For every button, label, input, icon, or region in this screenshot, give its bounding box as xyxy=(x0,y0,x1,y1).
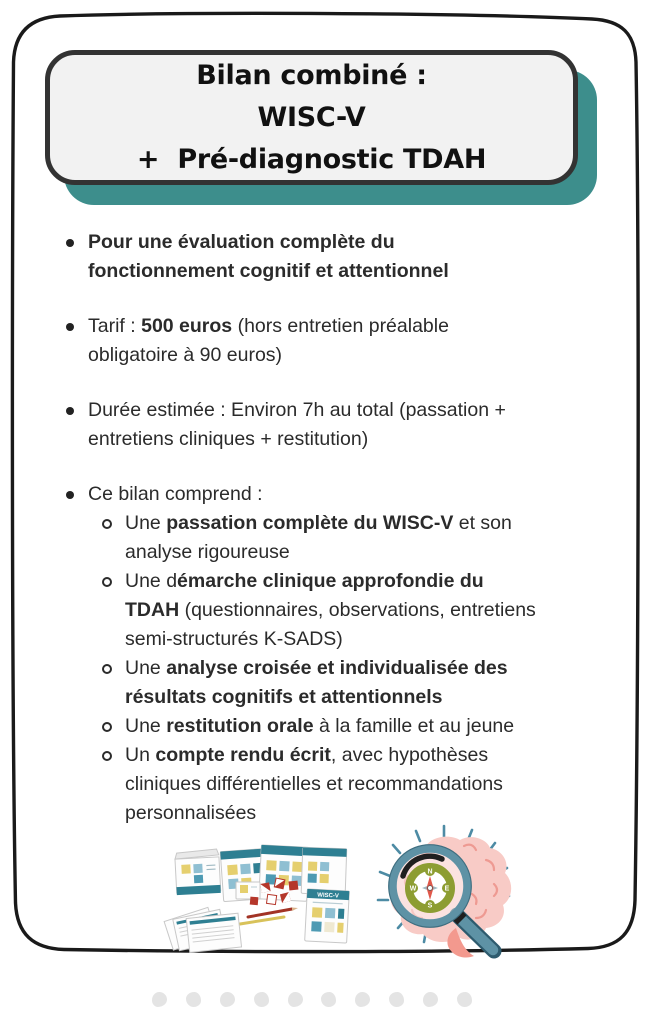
sub-list-item xyxy=(88,509,605,567)
text-segment: résultats cognitifs et attentionnels xyxy=(125,686,443,708)
circle-bullet-icon xyxy=(102,751,112,761)
text-segment: Tarif : xyxy=(88,315,142,337)
sub-list-item xyxy=(88,741,605,828)
sub-list-item xyxy=(88,567,605,654)
text-segment: obligatoire à 90 euros) xyxy=(88,344,283,366)
text-segment: fonctionnement cognitif et attentionnel xyxy=(88,260,449,282)
bullet-icon xyxy=(66,323,74,331)
circle-bullet-icon xyxy=(102,519,112,529)
bullet-icon xyxy=(66,491,74,499)
text-segment: semi-structurés K-SADS) xyxy=(125,628,343,650)
text-segment: Une xyxy=(125,715,167,737)
kit-box xyxy=(301,847,347,895)
text-segment: Une d xyxy=(125,570,178,592)
kit-easel xyxy=(175,849,221,895)
sub-list-item xyxy=(88,712,605,741)
sub-list-item-text xyxy=(125,741,605,828)
text-segment: Une xyxy=(125,512,167,534)
text-segment: compte rendu écrit xyxy=(155,744,331,766)
text-segment: passation complète du WISC-V xyxy=(166,512,454,534)
carousel-dot[interactable] xyxy=(423,992,438,1007)
list-item-text xyxy=(88,480,605,509)
kit-pencils xyxy=(240,908,298,925)
carousel-dot[interactable] xyxy=(457,992,472,1007)
page-title-line2: WISC-V xyxy=(257,101,366,133)
text-segment: 500 euros xyxy=(141,315,233,337)
text-segment: entretiens cliniques + restitution) xyxy=(88,428,369,450)
wisc-kit-illustration xyxy=(160,838,360,960)
circle-bullet-icon xyxy=(102,722,112,732)
carousel-dot[interactable] xyxy=(220,992,235,1007)
text-segment: Durée estimée : Environ 7h au total (passation + xyxy=(88,399,506,421)
text-segment: émarche clinique approfondie du xyxy=(177,570,484,592)
text-segment: Une xyxy=(125,657,167,679)
text-segment: Pour une évaluation complète du xyxy=(88,231,395,253)
sub-list xyxy=(88,509,605,828)
sub-list-item-text xyxy=(125,509,605,567)
carousel-dot[interactable] xyxy=(321,992,336,1007)
kit-front-booklet xyxy=(305,889,350,943)
carousel-dot[interactable] xyxy=(152,992,167,1007)
list-item xyxy=(60,228,605,286)
list-item-text xyxy=(88,228,605,286)
kit-label: WISC-V xyxy=(317,892,340,900)
content-area xyxy=(60,228,605,828)
text-segment: analyse croisée et individualisée des xyxy=(166,657,508,679)
page-title-line1: Bilan combiné : xyxy=(196,59,427,91)
text-segment: TDAH xyxy=(125,599,180,621)
circle-bullet-icon xyxy=(102,664,112,674)
list-item xyxy=(60,312,605,370)
compass-w-label: W xyxy=(409,885,417,893)
text-segment: à la famille et au jeune xyxy=(313,715,515,737)
carousel-dot[interactable] xyxy=(355,992,370,1007)
compass-s-label: S xyxy=(427,902,433,910)
text-segment: (questionnaires, observations, entretiens xyxy=(179,599,536,621)
carousel-dot[interactable] xyxy=(288,992,303,1007)
text-segment: (hors entretien préalable xyxy=(232,315,449,337)
text-segment: analyse rigoureuse xyxy=(125,541,290,563)
bullet-icon xyxy=(66,407,74,415)
bullet-list xyxy=(60,228,605,828)
brain-illustration xyxy=(368,824,520,964)
bullet-icon xyxy=(66,239,74,247)
text-segment: Un xyxy=(125,744,156,766)
text-segment: restitution orale xyxy=(166,715,314,737)
sub-list-item-text xyxy=(125,567,605,654)
list-item xyxy=(60,480,605,828)
kit-cards-box xyxy=(236,882,260,899)
compass-n-label: N xyxy=(427,868,433,876)
header-box xyxy=(45,50,578,185)
carousel-dot[interactable] xyxy=(254,992,269,1007)
carousel-dot[interactable] xyxy=(389,992,404,1007)
list-item-text xyxy=(88,396,605,454)
page-title-line3: + Pré-diagnostic TDAH xyxy=(136,143,487,175)
sub-list-item-text xyxy=(125,654,605,712)
text-segment: Ce bilan comprend : xyxy=(88,483,263,505)
compass-icon xyxy=(408,866,452,910)
carousel-dots xyxy=(152,992,472,1007)
list-item xyxy=(60,396,605,454)
circle-bullet-icon xyxy=(102,577,112,587)
list-item-text xyxy=(88,312,605,370)
text-segment: et son xyxy=(453,512,512,534)
carousel-dot[interactable] xyxy=(186,992,201,1007)
text-segment: personnalisées xyxy=(125,802,257,824)
sub-list-item xyxy=(88,654,605,712)
text-segment: , avec hypothèses xyxy=(330,744,489,766)
text-segment: cliniques différentielles et recommandations xyxy=(125,773,503,795)
compass-e-label: E xyxy=(444,885,450,893)
kit-sheets xyxy=(164,907,241,952)
sub-list-item-text xyxy=(125,712,605,741)
